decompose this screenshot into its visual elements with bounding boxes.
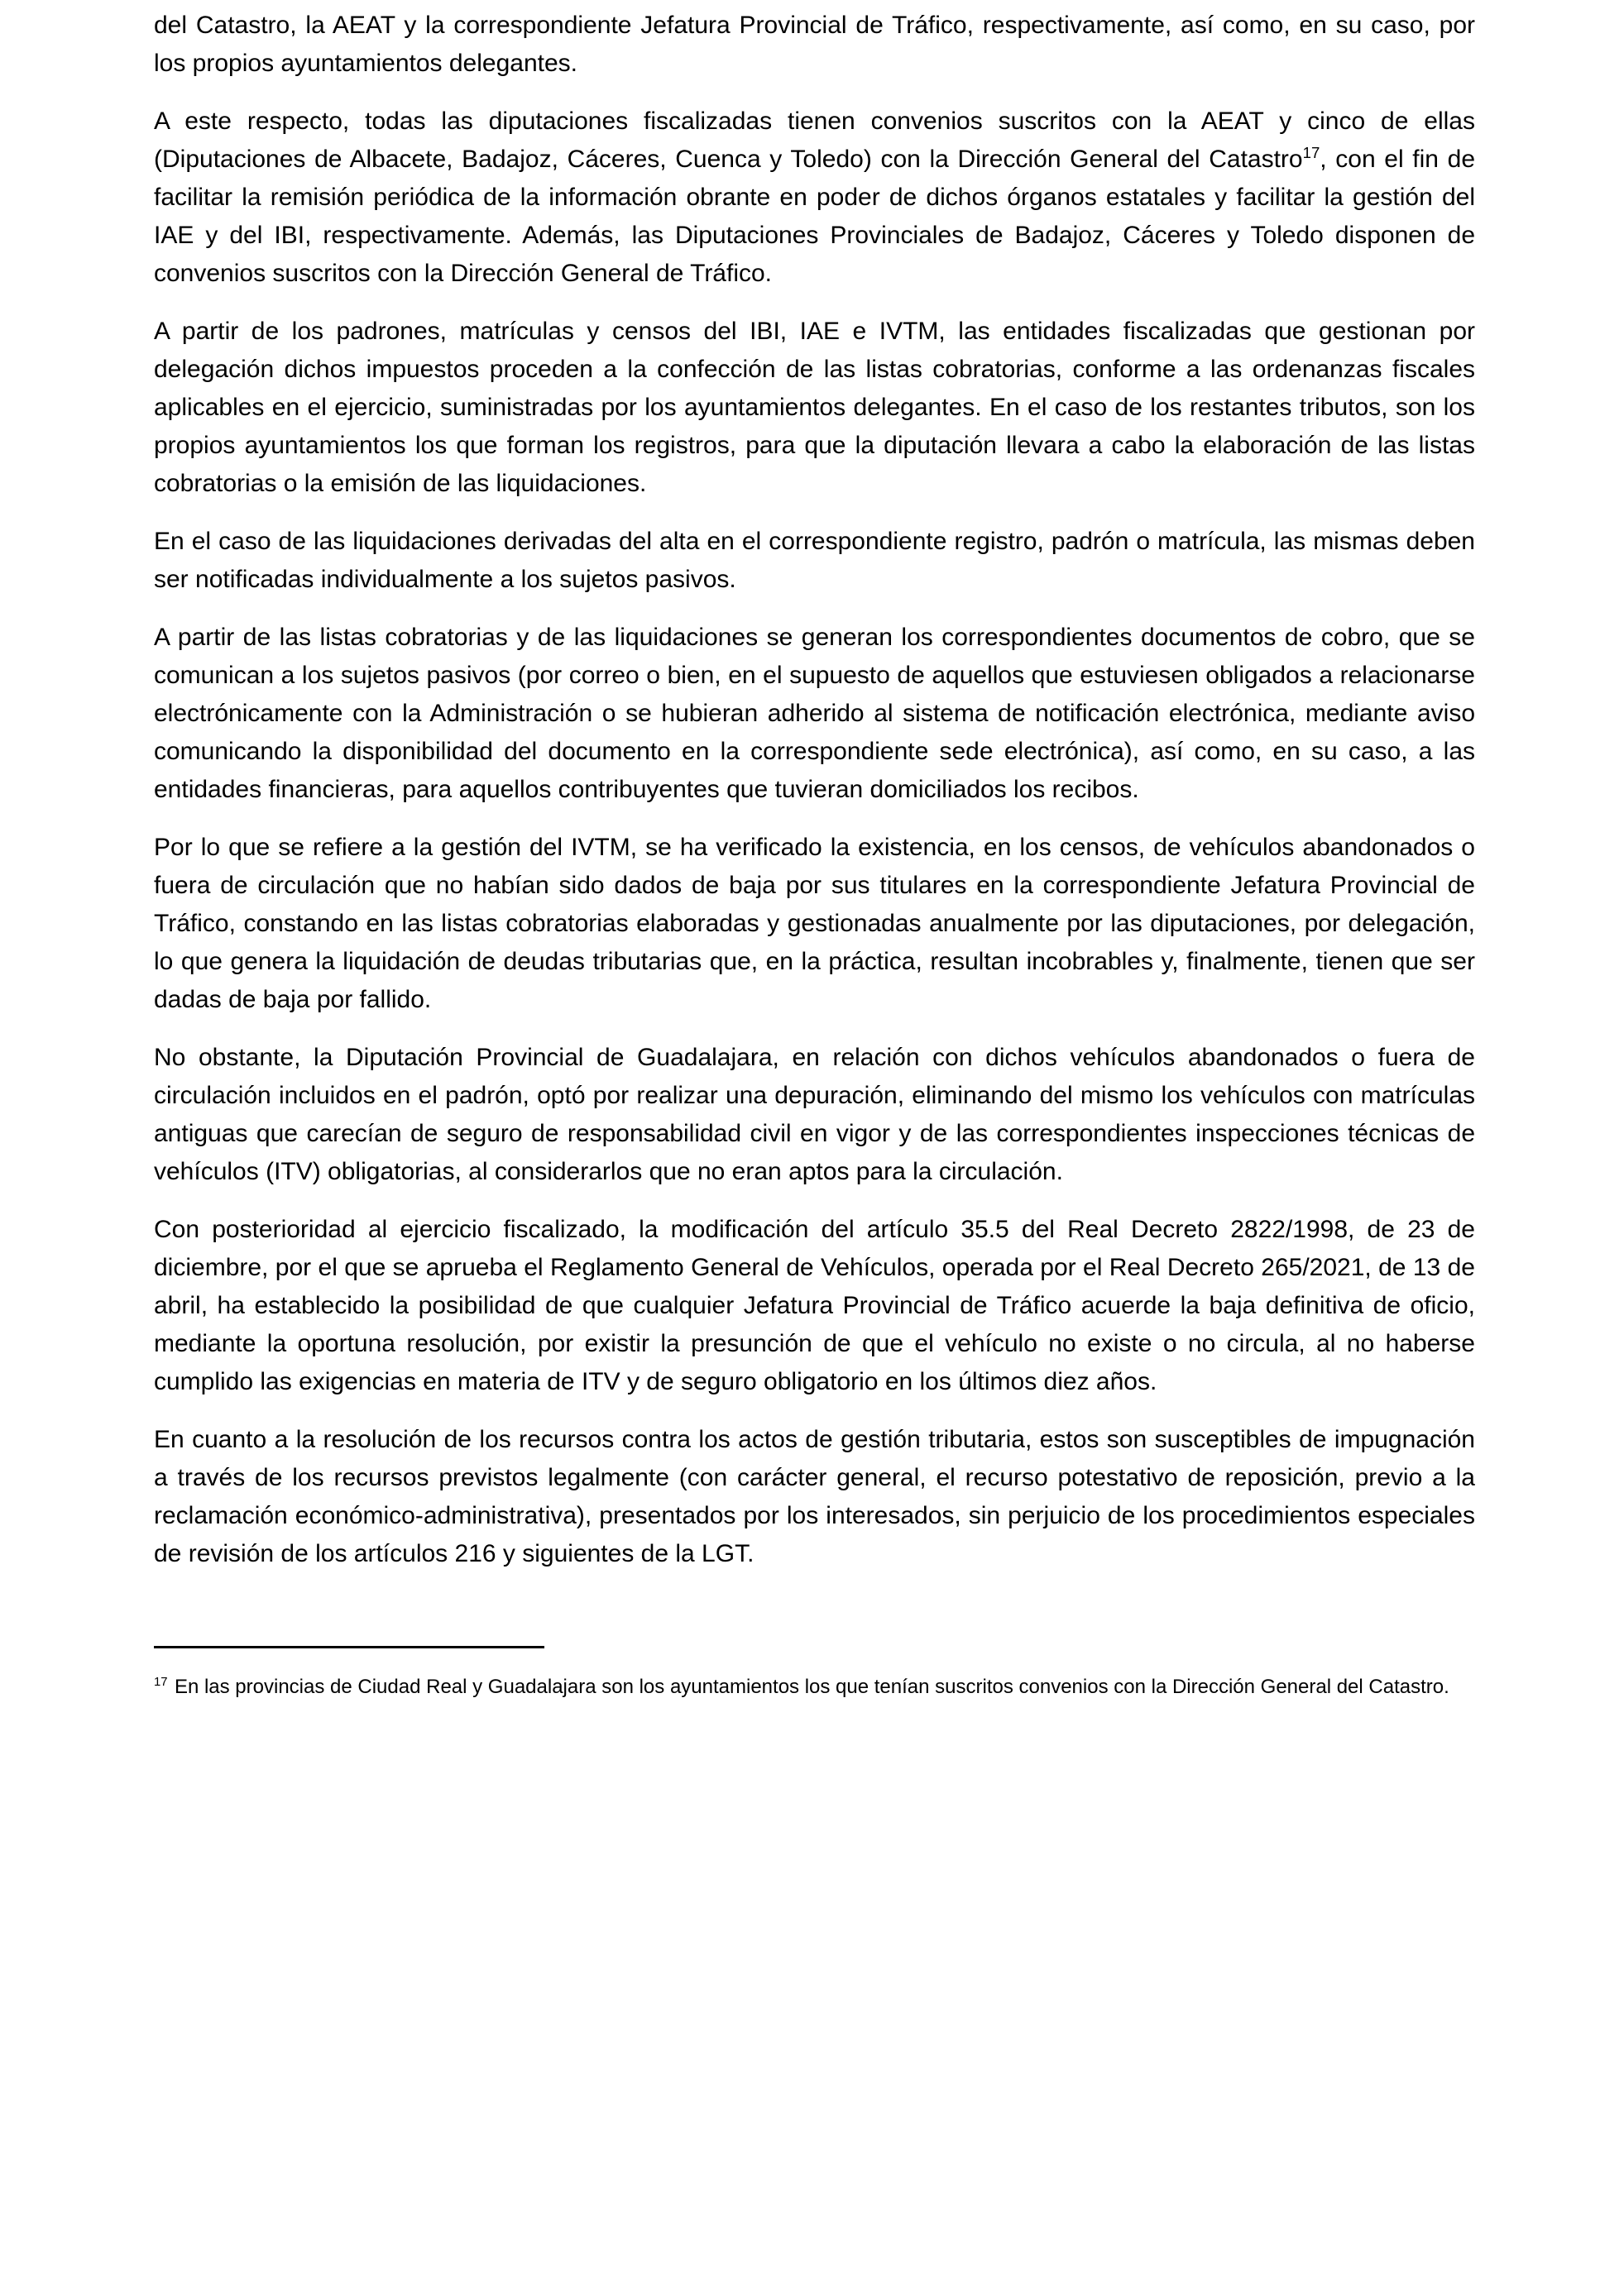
paragraph: Por lo que se refiere a la gestión del IVTM, se ha verificado la existencia, en los censos, de vehículos abandonados o fuera de circulación que no habían sido dados de baja por sus titulares en la correspondiente Jefatura Provincial de Tráfico, constando en las listas cobratorias elaboradas y gestionadas anualmente por las diputaciones, por delegación, lo que genera la liquidación de deudas tributarias que, en la práctica, resultan incobrables y, finalmente, tienen que ser dadas de baja por fallido. bbox=[154, 834, 1475, 1013]
paragraph: A partir de los padrones, matrículas y censos del IBI, IAE e IVTM, las entidades fiscalizadas que gestionan por delegación dichos impuestos proceden a la confección de las listas cobratorias, conforme a las ordenanzas fiscales aplicables en el ejercicio, suministradas por los ayuntamientos delegantes. En el caso de los restantes tributos, son los propios ayuntamientos los que forman los registros, para que la diputación llevara a cabo la elaboración de las listas cobratorias o la emisión de las liquidaciones. bbox=[154, 318, 1475, 497]
paragraph: No obstante, la Diputación Provincial de Guadalajara, en relación con dichos vehículos abandonados o fuera de circulación incluidos en el padrón, optó por realizar una depuración, eliminando del mismo los vehículos con matrículas antiguas que carecían de seguro de responsabilidad civil en vigor y de las correspondientes inspecciones técnicas de vehículos (ITV) obligatorias, al considerarlos que no eran aptos para la circulación. bbox=[154, 1044, 1475, 1185]
paragraph: del Catastro, la AEAT y la correspondiente Jefatura Provincial de Tráfico, respectivamente, así como, en su caso, por los propios ayuntamientos delegantes. bbox=[154, 12, 1475, 77]
paragraph: A partir de las listas cobratorias y de las liquidaciones se generan los correspondientes documentos de cobro, que se comunican a los sujetos pasivos (por correo o bien, en el supuesto de aquellos que estuviesen obligados a relacionarse electrónicamente con la Administración o se hubieran adherido al sistema de notificación electrónica, mediante aviso comunicando la disponibilidad del documento en la correspondiente sede electrónica), así como, en su caso, a las entidades financieras, para aquellos contribuyentes que tuvieran domiciliados los recibos. bbox=[154, 624, 1475, 803]
paragraph-text: A este respecto, todas las diputaciones fiscalizadas tienen convenios suscritos con la AEAT y cinco de ellas (Diputaciones de Albacete, Badajoz, Cáceres, Cuenca y Toledo) con la Dirección General del Catastro bbox=[154, 108, 1475, 173]
footnote-number: 17 bbox=[154, 1676, 168, 1689]
paragraph: En cuanto a la resolución de los recursos contra los actos de gestión tributaria, estos son susceptibles de impugnación a través de los recursos previstos legalmente (con carácter general, el recurso potestativo de reposición, previo a la reclamación económico-administrativa), presentados por los interesados, sin perjuicio de los procedimientos especiales de revisión de los artículos 216 y siguientes de la LGT. bbox=[154, 1426, 1475, 1567]
document-content bbox=[154, 7, 1475, 1701]
footnote bbox=[154, 1673, 1475, 1701]
paragraph: Con posterioridad al ejercicio fiscalizado, la modificación del artículo 35.5 del Real Decreto 2822/1998, de 23 de diciembre, por el que se aprueba el Reglamento General de Vehículos, operada por el Real Decreto 265/2021, de 13 de abril, ha establecido la posibilidad de que cualquier Jefatura Provincial de Tráfico acuerde la baja definitiva de oficio, mediante la oportuna resolución, por existir la presunción de que el vehículo no existe o no circula, al no haberse cumplido las exigencias en materia de ITV y de seguro obligatorio en los últimos diez años. bbox=[154, 1216, 1475, 1395]
paragraph: En el caso de las liquidaciones derivadas del alta en el correspondiente registro, padrón o matrícula, las mismas deben ser notificadas individualmente a los sujetos pasivos. bbox=[154, 528, 1475, 593]
footnote-separator bbox=[154, 1646, 544, 1648]
footnote-reference: 17 bbox=[1302, 144, 1320, 161]
paragraph-text: , con el fin de facilitar la remisión periódica de la información obrante en poder de dichos órganos estatales y facilitar la gestión del IAE y del IBI, respectivamente. Además, las Diputaciones Provinciales de Badajoz, Cáceres y Toledo disponen de convenios suscritos con la Dirección General de Tráfico. bbox=[154, 146, 1475, 287]
paragraph bbox=[154, 103, 1475, 293]
footnote-text: En las provincias de Ciudad Real y Guadalajara son los ayuntamientos los que tenían suscritos convenios con la Dirección General del Catastro. bbox=[174, 1676, 1449, 1698]
